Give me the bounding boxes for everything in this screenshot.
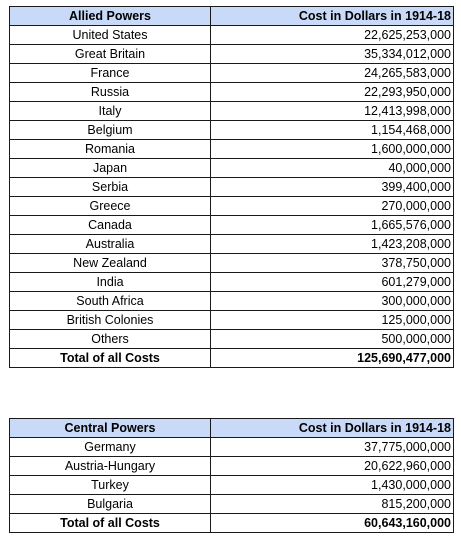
- column-header-central-powers: Central Powers: [10, 419, 211, 438]
- country-cell: Others: [10, 330, 211, 349]
- cost-cell: 20,622,960,000: [211, 457, 454, 476]
- country-cell: Greece: [10, 197, 211, 216]
- cost-cell: 500,000,000: [211, 330, 454, 349]
- country-cell: Japan: [10, 159, 211, 178]
- table-header-row: [10, 7, 454, 26]
- table-row: [10, 254, 454, 273]
- column-header-allied-powers: Allied Powers: [10, 7, 211, 26]
- column-header-cost: Cost in Dollars in 1914-18: [211, 419, 454, 438]
- table-row: [10, 495, 454, 514]
- table-row: [10, 476, 454, 495]
- cost-cell: 125,000,000: [211, 311, 454, 330]
- central-table-body: [10, 438, 454, 514]
- total-cost: 125,690,477,000: [211, 349, 454, 368]
- allied-powers-table: [9, 6, 454, 368]
- table-row: [10, 26, 454, 45]
- table-row: [10, 178, 454, 197]
- table-row: [10, 102, 454, 121]
- country-cell: Germany: [10, 438, 211, 457]
- country-cell: Romania: [10, 140, 211, 159]
- table-row: [10, 159, 454, 178]
- table-row: [10, 197, 454, 216]
- table-row: [10, 311, 454, 330]
- country-cell: United States: [10, 26, 211, 45]
- total-label: Total of all Costs: [10, 349, 211, 368]
- total-label: Total of all Costs: [10, 514, 211, 533]
- table-row: [10, 45, 454, 64]
- country-cell: South Africa: [10, 292, 211, 311]
- country-cell: Australia: [10, 235, 211, 254]
- country-cell: France: [10, 64, 211, 83]
- table-row: [10, 121, 454, 140]
- table-header-row: [10, 419, 454, 438]
- central-powers-table: [9, 418, 454, 533]
- table-row: [10, 235, 454, 254]
- country-cell: Austria-Hungary: [10, 457, 211, 476]
- table-row: [10, 330, 454, 349]
- cost-cell: 24,265,583,000: [211, 64, 454, 83]
- table-row: [10, 457, 454, 476]
- cost-cell: 35,334,012,000: [211, 45, 454, 64]
- cost-cell: 1,423,208,000: [211, 235, 454, 254]
- country-cell: Turkey: [10, 476, 211, 495]
- cost-cell: 37,775,000,000: [211, 438, 454, 457]
- cost-cell: 1,665,576,000: [211, 216, 454, 235]
- cost-cell: 601,279,000: [211, 273, 454, 292]
- table-row: [10, 292, 454, 311]
- cost-cell: 1,600,000,000: [211, 140, 454, 159]
- allied-table-body: [10, 26, 454, 349]
- cost-cell: 270,000,000: [211, 197, 454, 216]
- country-cell: Russia: [10, 83, 211, 102]
- total-row: [10, 349, 454, 368]
- country-cell: Serbia: [10, 178, 211, 197]
- cost-cell: 1,154,468,000: [211, 121, 454, 140]
- total-row: [10, 514, 454, 533]
- table-row: [10, 438, 454, 457]
- table-row: [10, 140, 454, 159]
- table-row: [10, 64, 454, 83]
- country-cell: India: [10, 273, 211, 292]
- country-cell: Belgium: [10, 121, 211, 140]
- table-row: [10, 83, 454, 102]
- cost-cell: 300,000,000: [211, 292, 454, 311]
- cost-cell: 815,200,000: [211, 495, 454, 514]
- country-cell: Canada: [10, 216, 211, 235]
- cost-cell: 399,400,000: [211, 178, 454, 197]
- country-cell: Italy: [10, 102, 211, 121]
- table-row: [10, 273, 454, 292]
- country-cell: Great Britain: [10, 45, 211, 64]
- cost-cell: 40,000,000: [211, 159, 454, 178]
- cost-cell: 378,750,000: [211, 254, 454, 273]
- total-cost: 60,643,160,000: [211, 514, 454, 533]
- table-row: [10, 216, 454, 235]
- cost-cell: 12,413,998,000: [211, 102, 454, 121]
- cost-cell: 22,625,253,000: [211, 26, 454, 45]
- country-cell: New Zealand: [10, 254, 211, 273]
- cost-cell: 1,430,000,000: [211, 476, 454, 495]
- column-header-cost: Cost in Dollars in 1914-18: [211, 7, 454, 26]
- country-cell: Bulgaria: [10, 495, 211, 514]
- cost-cell: 22,293,950,000: [211, 83, 454, 102]
- country-cell: British Colonies: [10, 311, 211, 330]
